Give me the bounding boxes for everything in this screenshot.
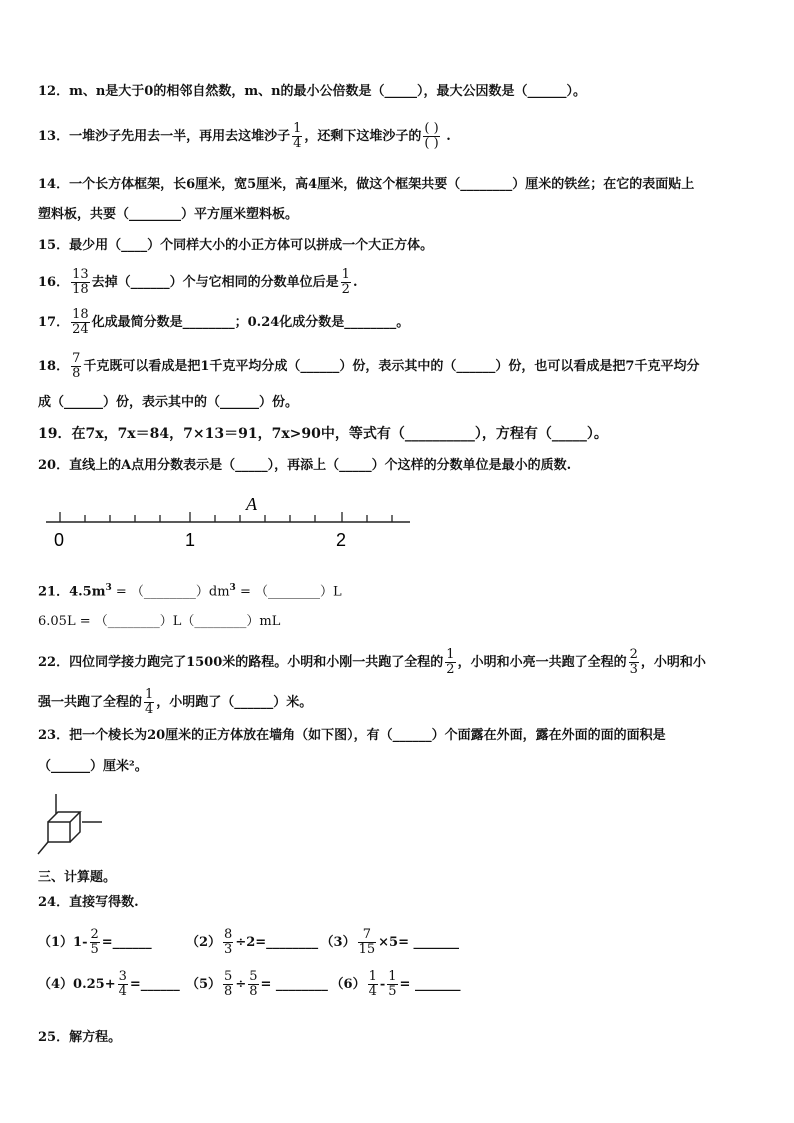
q24-row1 [38, 928, 459, 957]
q24-item-3: （3） $\frac{7}{15}$ ×5= _______ [320, 927, 459, 957]
q16-fraction-half: $\frac{1}{2}$ [341, 267, 350, 297]
q24-row2 [38, 970, 460, 999]
q22-fraction-3: $\frac{1}{4}$ [145, 687, 154, 717]
q24-item-6: （6） $\frac{1}{4}$ - $\frac{1}{5}$ = _______ [330, 969, 461, 999]
q13-mid: ，还剩下这堆沙子的 [304, 129, 422, 144]
q24-item-5: （5） $\frac{5}{8}$ ÷ $\frac{5}{8}$ = ________ [186, 969, 328, 999]
tick-label-1: 1 [185, 530, 196, 550]
q16-fraction: $\frac{13}{18}$ [72, 267, 89, 297]
q22-line2: 强一共跑了全程的 $\frac{1}{4}$ ，小明跑了（______）米。 [38, 687, 313, 717]
q20-line: 20．直线上的A点用分数表示是（_____），再添上（_____）个这样的分数单位是最小的质数. [38, 458, 572, 473]
section-3-heading: 三、计算题。 [38, 870, 117, 885]
q13-pre: 13．一堆沙子先用去一半，再用去这堆沙子 [38, 129, 291, 144]
q24-item-2: （2） $\frac{8}{3}$ ÷2=________ [186, 927, 319, 957]
q18-line2: 成（______）份，表示其中的（______）份。 [38, 395, 299, 410]
number-line-figure [40, 490, 415, 550]
q14-line2: 塑料板，共要（________）平方厘米塑料板。 [38, 207, 299, 222]
q22-fraction-1: $\frac{1}{2}$ [446, 647, 455, 677]
q13-answer-fraction: $\frac{( )}{( )}$ [424, 121, 439, 151]
q22-line1: 22．四位同学接力跑完了1500米的路程。小明和小刚一共跑了全程的 $\frac{1}{2}$ ，小明和小亮一共跑了全程的 $\frac{2}{3}$ ，小明和小 [38, 647, 706, 677]
point-a-label: A [246, 494, 257, 514]
q25-line: 25．解方程。 [38, 1030, 122, 1045]
tick-label-0: 0 [54, 530, 65, 550]
q15-line: 15．最少用（____）个同样大小的小正方体可以拼成一个大正方体。 [38, 238, 434, 253]
q18-fraction: $\frac{7}{8}$ [72, 351, 81, 381]
q19-line: 19．在7x，7x＝84，7×13＝91，7x>90中，等式有（__________），方程有（_____）。 [38, 426, 608, 442]
q18-line1: 18． $\frac{7}{8}$ 千克既可以看成是把1千克平均分成（______）份，表示其中的（______）份，也可以看成是把7千克平均分 [38, 351, 700, 381]
q12-line: 12．m、n是大于0的相邻自然数，m、n的最小公倍数是（_____），最大公因数是（______）。 [38, 84, 587, 99]
q22-fraction-2: $\frac{2}{3}$ [629, 647, 638, 677]
q24-item-4: （4）0.25+ $\frac{3}{4}$ =______ [38, 969, 180, 999]
q13-fraction: $\frac{1}{4}$ [293, 121, 302, 151]
tick-label-2: 2 [336, 530, 347, 550]
q17-line: 17． $\frac{18}{24}$ 化成最简分数是________；0.24化成分数是________。 [38, 307, 410, 337]
number-line-ticks [60, 512, 392, 522]
q23-line2: （______）厘米²。 [38, 759, 148, 774]
q21-line1: 21．$4.5m^3$ = $(\_\_\_\_\_\_\_\_)dm^3$ = （________）L [38, 583, 342, 600]
q17-fraction: $\frac{18}{24}$ [72, 307, 89, 337]
q21-line2: 6.05L = （________）L（________）mL [38, 614, 281, 629]
q24-title: 24．直接写得数. [38, 895, 139, 910]
cube-in-corner-figure [36, 792, 106, 860]
q13-line: 13．一堆沙子先用去一半，再用去这堆沙子 $\frac{1}{4}$ ，还剩下这堆沙子的 $\frac{( )}{( )}$ . [38, 121, 451, 151]
q16-line: 16． $\frac{13}{18}$ 去掉（______）个与它相同的分数单位后是 $\frac{1}{2}$ . [38, 267, 358, 297]
q14-line1: 14．一个长方体框架，长6厘米，宽5厘米，高4厘米，做这个框架共要（________）厘米的铁丝；在它的表面贴上 [38, 177, 695, 192]
q23-line1: 23．把一个棱长为20厘米的正方体放在墙角（如下图），有（______）个面露在外面，露在外面的面的面积是 [38, 728, 666, 743]
q24-item-1: （1）1- $\frac{2}{5}$ =______ [38, 927, 152, 957]
